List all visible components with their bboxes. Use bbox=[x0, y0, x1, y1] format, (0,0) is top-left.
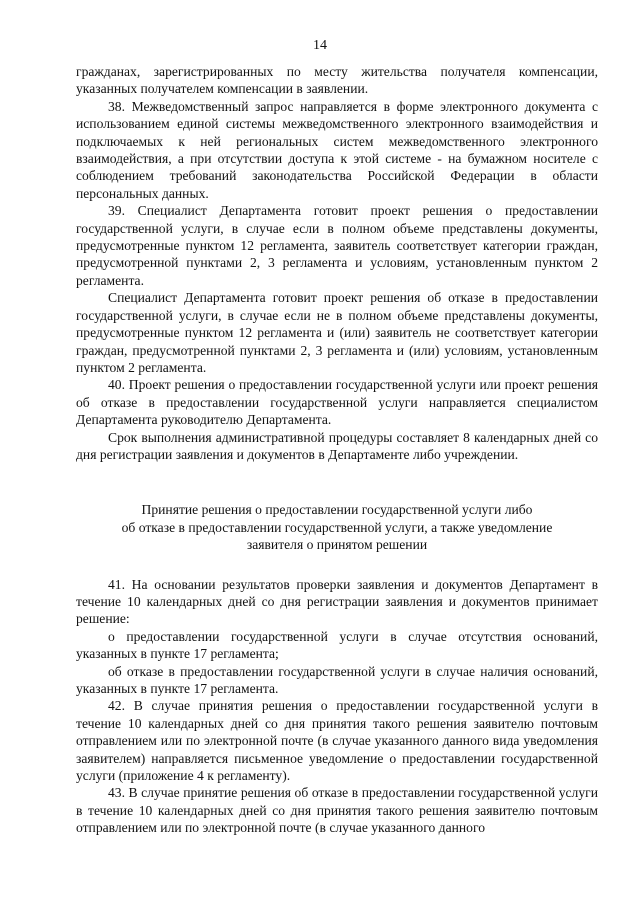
paragraph-43: 43. В случае принятие решения об отказе в предоставлении государственной услуги в течение 10 календарных дней со дня принятия такого решения заявителю почтовым отправлением или по электронной почте (в случае указанного данного bbox=[76, 785, 598, 836]
document-body bbox=[76, 63, 598, 837]
section-heading-line-2: об отказе в предоставлении государственной услуги, а также уведомление bbox=[121, 519, 553, 535]
section-heading-line-1: Принятие решения о предоставлении государственной услуги либо bbox=[141, 502, 533, 518]
paragraph-41-refusal: об отказе в предоставлении государственной услуги в случае наличия оснований, указанных в пункте 17 регламента. bbox=[76, 663, 598, 696]
paragraph-41: 41. На основании результатов проверки заявления и документов Департамент в течение 10 календарных дней со дня регистрации заявления и документов принимает решение: bbox=[76, 576, 598, 627]
paragraph-40: 40. Проект решения о предоставлении государственной услуги или проект решения об отказе в предоставлении государственной услуги направляется специалистом Департамента руководителю Департамента. bbox=[76, 377, 598, 428]
page-number: 14 bbox=[313, 38, 327, 53]
paragraph-42: 42. В случае принятия решения о предоставлении государственной услуги в течение 10 календарных дней со дня принятия такого решения заявителю почтовым отправлением или по электронной почте (в случае указанного данного вида уведомления заявителем) направляется письменное уведомление о предоставлении государственной услуги (приложение 4 к регламенту). bbox=[76, 698, 598, 784]
paragraph-39-refusal: Специалист Департамента готовит проект решения об отказе в предоставлении государственной услуги, в случае если не в полном объеме представлены документы, предусмотренные пунктом 12 регламента и (или) заявитель не соответствует категории граждан, предусмотренной пунктами 2, 3 регламента и (или) условиям, установленным пунктом 2 регламента. bbox=[76, 290, 598, 375]
section-heading bbox=[76, 501, 598, 553]
paragraph-38: 38. Межведомственный запрос направляется в форме электронного документа с использованием единой системы межведомственного электронного взаимодействия и подключаемых к ней региональных систем межведомственного электронного взаимодействия, а при отсутствии доступа к этой системе - на бумажном носителе с соблюдением требований законодательства Российской Федерации в области персональных данных. bbox=[76, 98, 598, 201]
paragraph-41-grant: о предоставлении государственной услуги в случае отсутствия оснований, указанных в пункте 17 регламента; bbox=[76, 628, 598, 662]
paragraph-continuation: гражданах, зарегистрированных по месту жительства получателя компенсации, указанных получателем компенсации в заявлении. bbox=[76, 64, 598, 97]
paragraph-40-deadline: Срок выполнения административной процедуры составляет 8 календарных дней со дня регистрации заявления и документов в Департаменте либо учреждении. bbox=[76, 429, 598, 462]
section-heading-line-3: заявителя о принятом решении bbox=[246, 537, 428, 553]
paragraph-39: 39. Специалист Департамента готовит проект решения о предоставлении государственной услуги, в случае если в полном объеме представлены документы, предусмотренные пунктом 12 регламента, заявитель соответствует категории граждан, предусмотренной пунктами 2, 3 регламента и условиям, установленным пунктом 2 регламента. bbox=[76, 203, 598, 288]
